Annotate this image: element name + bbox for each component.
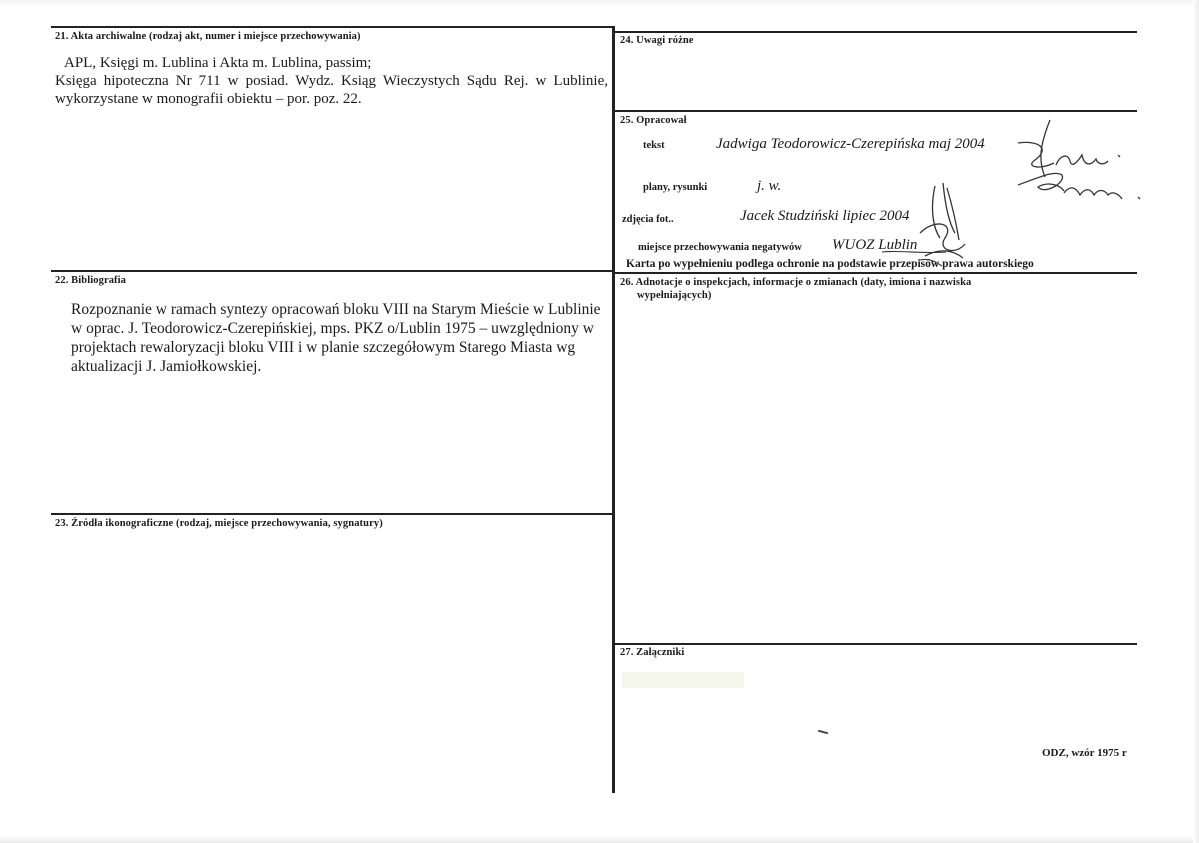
section-24-label: 24. Uwagi różne <box>620 35 694 46</box>
form-identifier: ODZ, wzór 1975 r <box>1042 747 1127 759</box>
section-22-line-2: w oprac. J. Teodorowicz-Czerepińskiej, mps. PKZ o/Lublin 1975 – uwzględniony w <box>71 320 594 337</box>
section-22-line-1: Rozpoznanie w ramach syntezy opracowań bloku VIII na Starym Mieście w Lublinie <box>71 301 601 318</box>
rule-26-27 <box>614 643 1137 645</box>
section-22-label: 22. Bibliografia <box>55 275 127 286</box>
section-23-label: 23. Źródła ikonograficzne (rodzaj, miejsce przechowywania, sygnatury) <box>55 518 383 529</box>
signature-scribble <box>1010 115 1145 210</box>
rule-21-22 <box>51 270 614 272</box>
plany-value: j. w. <box>757 178 782 194</box>
zdjecia-value: Jacek Studziński lipiec 2004 <box>740 208 910 224</box>
rule-25-26 <box>614 272 1137 274</box>
scan-shadow-top <box>0 0 1199 6</box>
scan-edge-right <box>1193 0 1199 843</box>
stray-mark <box>818 730 828 735</box>
rule-top-right <box>614 31 1137 33</box>
faded-stamp-mark <box>622 672 744 688</box>
section-22-line-3: projektach rewaloryzacji bloku VIII i w planie szczegółowym Starego Miasta wg <box>71 339 576 356</box>
section-25-label: 25. Opracował <box>620 115 687 126</box>
section-26-label-line-2: wypełniających) <box>637 290 712 301</box>
negatywy-value: WUOZ Lublin <box>832 237 918 253</box>
section-26-label-line-1: 26. Adnotacje o inspekcjach, informacje o zmianach (daty, imiona i nazwiska <box>620 277 972 288</box>
section-27-label: 27. Załączniki <box>620 647 685 658</box>
scan-edge-bottom <box>0 836 1199 843</box>
column-divider <box>612 26 615 793</box>
tekst-label: tekst <box>643 140 665 151</box>
section-21-line-3: wykorzystane w monografii obiektu – por. poz. 22. <box>55 91 362 107</box>
tekst-value: Jadwiga Teodorowicz-Czerepińska maj 2004 <box>716 136 985 152</box>
copyright-note: Karta po wypełnieniu podlega ochronie na podstawie przepisów prawa autorskiego <box>626 258 1034 270</box>
rule-top-left <box>51 26 614 28</box>
negatywy-label: miejsce przechowywania negatywów <box>638 242 802 253</box>
section-21-label: 21. Akta archiwalne (rodzaj akt, numer i miejsce przechowywania) <box>55 31 361 42</box>
zdjecia-label: zdjęcia fot.. <box>622 214 674 225</box>
section-22-line-4: aktualizacji J. Jamiołkowskiej. <box>71 358 262 375</box>
negatywy-flourish <box>880 240 950 270</box>
plany-label: plany, rysunki <box>643 182 708 193</box>
rule-22-23 <box>51 513 614 515</box>
section-21-line-2: Księga hipoteczna Nr 711 w posiad. Wydz. Ksiąg Wieczystych Sądu Rej. w Lublinie, <box>55 73 608 89</box>
section-21-line-1: APL, Księgi m. Lublina i Akta m. Lublina, passim; <box>64 55 372 71</box>
rule-24-25 <box>614 110 1137 112</box>
